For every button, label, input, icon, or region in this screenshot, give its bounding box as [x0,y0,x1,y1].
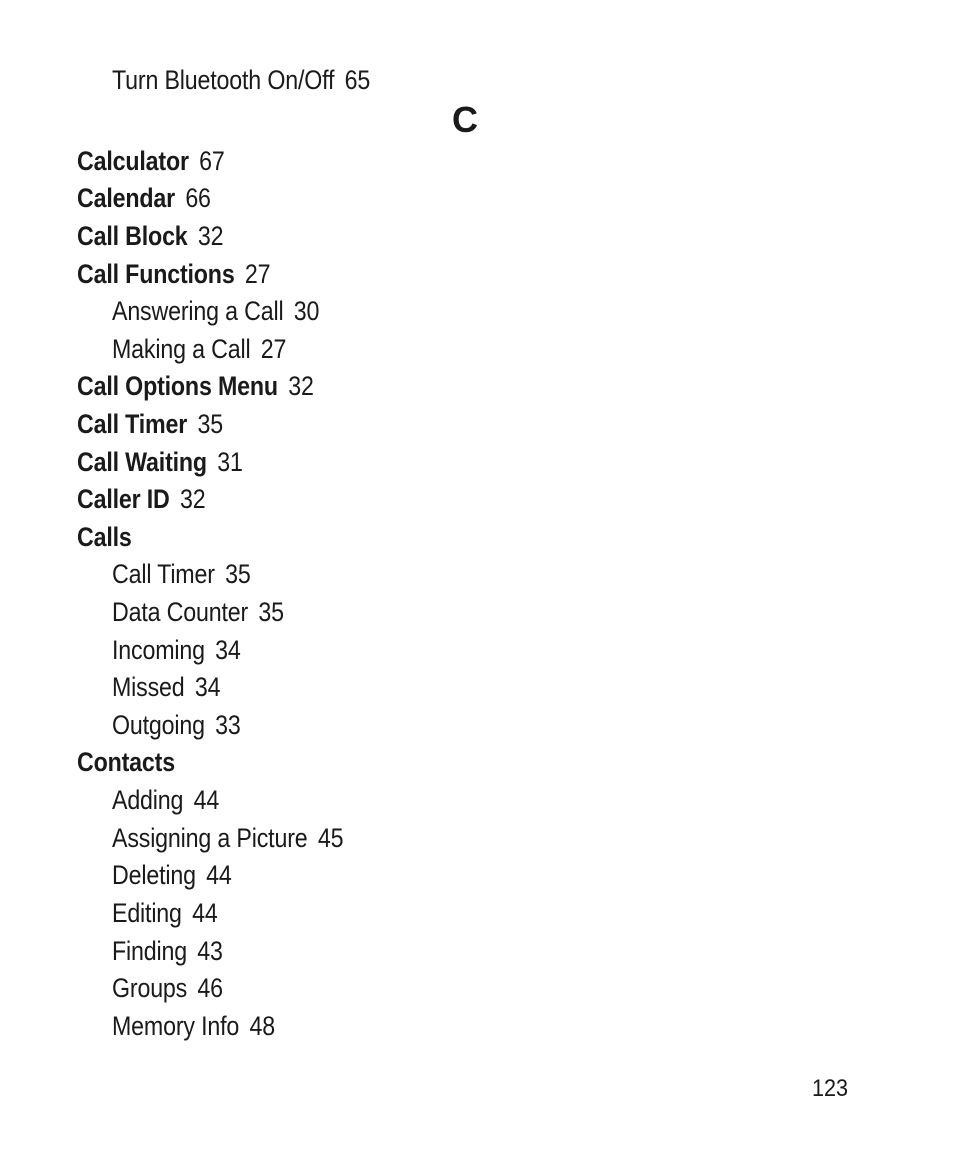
index-term: Call Timer [112,559,215,589]
index-entry [77,518,132,556]
index-term: Call Functions [77,259,235,289]
index-term: Finding [112,936,187,966]
page-number: 123 [812,1075,849,1102]
index-entry [77,480,205,518]
index-entry [77,443,243,481]
index-entry [77,255,270,293]
index-term: Answering a Call [112,296,284,326]
index-entry [112,61,370,99]
index-entry [112,292,319,330]
index-page-reference: 32 [288,371,314,401]
index-entry [77,142,225,180]
section-letter-heading: C [452,99,478,140]
index-page-reference: 31 [217,447,243,477]
index-page-reference: 35 [197,409,223,439]
index-term: Call Options Menu [77,371,278,401]
index-term: Calls [77,522,132,552]
index-page-reference: 27 [260,334,287,364]
index-page-reference: 66 [185,183,211,213]
index-term: Outgoing [112,710,205,740]
index-term: Call Waiting [77,447,207,477]
index-term: Calculator [77,146,189,176]
index-page-reference: 44 [192,898,218,928]
index-page-reference: 44 [206,860,232,890]
index-term: Adding [112,785,184,815]
index-term: Memory Info [112,1011,240,1041]
index-entry [112,631,241,669]
index-page-reference: 43 [197,936,223,966]
index-page-reference: 32 [179,484,206,514]
index-term: Call Timer [77,409,188,439]
index-entry [112,819,343,857]
index-page-reference: 45 [317,823,344,853]
index-page-reference: 30 [293,296,320,326]
index-term: Groups [112,973,188,1003]
index-entry [77,405,223,443]
index-entry [112,932,223,970]
index-term: Turn Bluetooth On/Off [112,65,335,95]
index-term: Deleting [112,860,196,890]
index-term: Caller ID [77,484,170,514]
index-page-reference: 48 [249,1011,275,1041]
index-entry [77,217,223,255]
index-page-reference: 27 [244,259,271,289]
index-entry [112,781,219,819]
index-page-reference: 44 [193,785,220,815]
index-entry [77,367,314,405]
index-page-reference: 33 [215,710,241,740]
index-term: Editing [112,898,182,928]
index-term: Data Counter [112,597,249,627]
index-term: Assigning a Picture [112,823,308,853]
index-page-reference: 35 [225,559,251,589]
index-page-reference: 35 [258,597,284,627]
index-entry [112,330,286,368]
index-entry [112,555,251,593]
index-entry [112,668,220,706]
index-entry [112,894,218,932]
index-page-reference: 32 [197,221,224,251]
index-entry [112,706,241,744]
index-entry [112,1007,275,1045]
index-entry [77,179,211,217]
index-entry [77,743,175,781]
index-entry [112,593,284,631]
index-term: Call Block [77,221,188,251]
index-term: Incoming [112,635,205,665]
index-page-reference: 67 [199,146,225,176]
index-page-reference: 34 [194,672,221,702]
index-page-reference: 65 [344,65,371,95]
index-term: Missed [112,672,185,702]
index-term: Calendar [77,183,175,213]
index-page-reference: 46 [197,973,223,1003]
index-entry [112,969,223,1007]
index-term: Contacts [77,747,175,777]
index-page-reference: 34 [215,635,241,665]
index-entry [112,856,232,894]
index-term: Making a Call [112,334,251,364]
